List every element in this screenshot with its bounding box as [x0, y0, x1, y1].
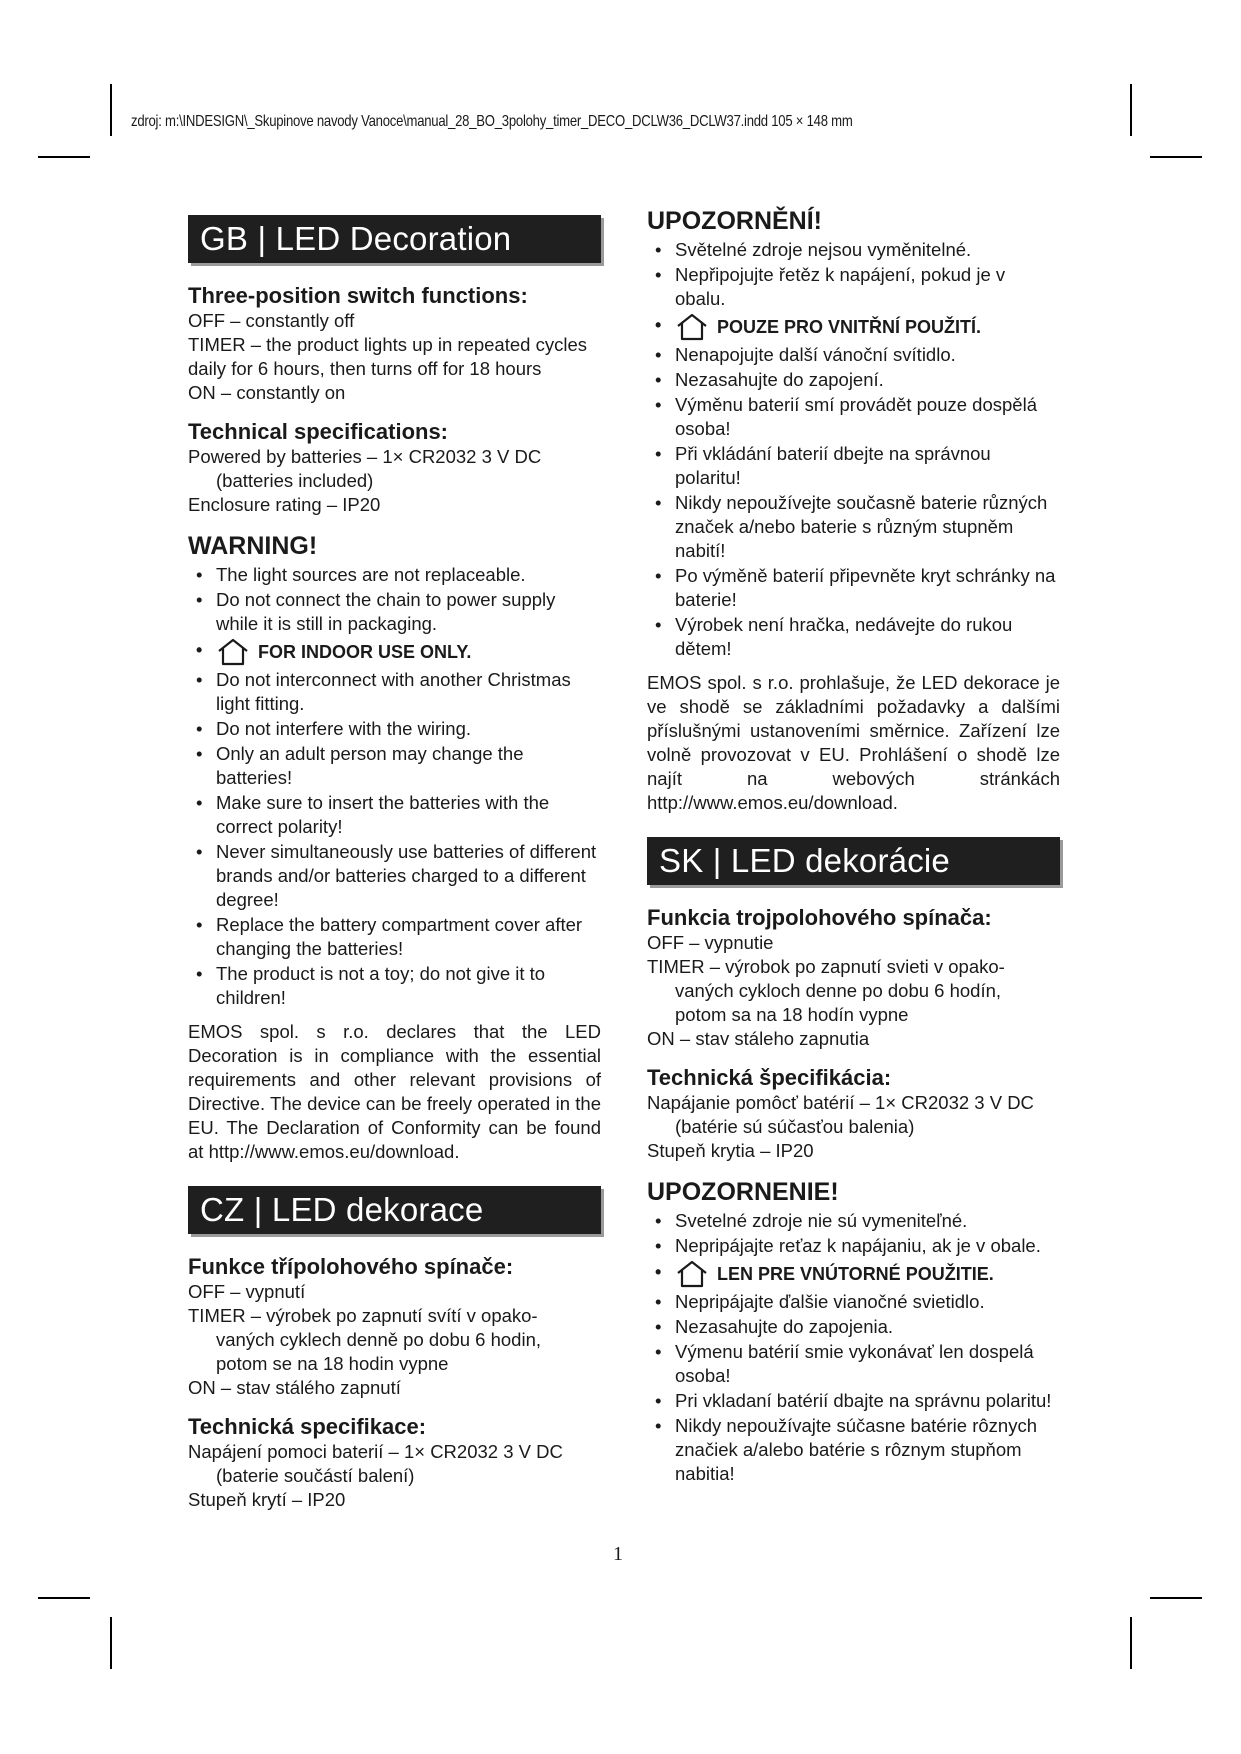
indoor-use-item — [647, 1260, 1060, 1288]
house-icon — [675, 313, 709, 341]
list-item: • Výměnu baterií smí provádět pouze dospělá osoba! — [647, 393, 1060, 441]
house-icon — [675, 1260, 709, 1288]
cz-switch-on: ON – stav stálého zapnutí — [188, 1377, 401, 1398]
gb-title-banner: GB | LED Decoration — [188, 215, 601, 263]
sk-switch-timer-cont: potom sa na 18 hodín vypne — [675, 1004, 909, 1025]
sk-warning-list — [647, 1209, 1060, 1486]
list-item: • Nezasahujte do zapojenia. — [647, 1315, 1060, 1339]
list-item: • Nepripájajte ďalšie vianočné svietidlo. — [647, 1290, 1060, 1314]
indoor-use-label: • LEN PRE VNÚTORNÉ POUŽITIE. — [717, 1264, 994, 1284]
list-item: • The product is not a toy; do not give it to children! — [188, 962, 601, 1010]
list-item: • Nepřipojujte řetěz k napájení, pokud je v obalu. — [647, 263, 1060, 311]
indoor-use-label: • POUZE PRO VNITŘNÍ POUŽITÍ. — [717, 317, 982, 337]
cz-declaration: EMOS spol. s r.o. prohlašuje, že LED dekorace je ve shodě se základními požadavky a dalšími příslušnými ustanoveními směrnice. Zařízení lze volně provozovat v EU. Prohlášení o shodě lze najít na webových stránkách http://www.emos.eu/download. — [647, 672, 1060, 813]
list-item: • Při vkládání baterií dbejte na správnou polaritu! — [647, 442, 1060, 490]
gb-switch-timer: TIMER – the product lights up in repeated cycles — [188, 334, 587, 355]
list-item: • The light sources are not replaceable. — [188, 563, 601, 587]
cz-switch-timer-cont: potom se na 18 hodin vypne — [216, 1353, 449, 1374]
sk-title-banner: SK | LED dekorácie — [647, 837, 1060, 885]
page-number: 1 — [613, 1543, 623, 1565]
cz-switch-timer: TIMER – výrobek po zapnutí svítí v opako- — [188, 1305, 538, 1326]
right-column — [647, 206, 1060, 1487]
cz-warning-heading: UPOZORNĚNÍ! — [647, 207, 822, 235]
sk-section — [647, 837, 1060, 1486]
sk-specs-power-note: (batérie sú súčasťou balenia) — [675, 1116, 915, 1137]
list-item: • Nepripájajte reťaz k napájaniu, ak je v obale. — [647, 1234, 1060, 1258]
gb-switch-timer-cont: daily for 6 hours, then turns off for 18 hours — [188, 358, 542, 379]
cz-switch-heading: Funkce třípolohového spínače: — [188, 1254, 514, 1279]
list-item: • Výrobek není hračka, nedávejte do rukou dětem! — [647, 613, 1060, 661]
crop-mark — [110, 1617, 112, 1669]
gb-switch-off: OFF – constantly off — [188, 310, 355, 331]
left-column — [188, 215, 601, 1512]
crop-mark — [110, 84, 112, 136]
crop-mark — [1150, 1597, 1202, 1599]
list-item: • Pri vkladaní batérií dbajte na správnu polaritu! — [647, 1389, 1060, 1413]
indoor-use-label: • FOR INDOOR USE ONLY. — [258, 642, 472, 662]
gb-specs-heading: Technical specifications: — [188, 419, 449, 444]
gb-switch-heading: Three-position switch functions: — [188, 283, 528, 308]
sk-warning-heading: UPOZORNENIE! — [647, 1178, 839, 1206]
sk-switch-on: ON – stav stáleho zapnutia — [647, 1028, 870, 1049]
list-item: • Světelné zdroje nejsou vyměnitelné. — [647, 238, 1060, 262]
sk-specs-power: Napájanie pomôcť batérií – 1× CR2032 3 V DC — [647, 1092, 1034, 1113]
list-item: • Svetelné zdroje nie sú vymeniteľné. — [647, 1209, 1060, 1233]
gb-specs-power-note: (batteries included) — [216, 470, 374, 491]
gb-specs-power: Powered by batteries – 1× CR2032 3 V DC — [188, 446, 542, 467]
list-item: • Only an adult person may change the batteries! — [188, 742, 601, 790]
cz-switch-timer-cont: vaných cyklech denně po dobu 6 hodin, — [216, 1329, 542, 1350]
list-item: • Po výměně baterií připevněte kryt schránky na baterie! — [647, 564, 1060, 612]
cz-specs-rating: Stupeň krytí – IP20 — [188, 1489, 346, 1510]
list-item: • Never simultaneously use batteries of different brands and/or batteries charged to a different degree! — [188, 840, 601, 912]
list-item: • Nikdy nepoužívejte současně baterie různých značek a/nebo baterie s různým stupněm nabití! — [647, 491, 1060, 563]
gb-switch-on: ON – constantly on — [188, 382, 346, 403]
gb-declaration: EMOS spol. s r.o. declares that the LED Decoration is in compliance with the essential requirements and other relevant provisions of Directive. The device can be freely operated in the EU. The Declaration of Conformity can be found at http://www.emos.eu/download. — [188, 1021, 601, 1162]
cz-switch-off: OFF – vypnutí — [188, 1281, 306, 1302]
crop-mark — [1130, 1617, 1132, 1669]
crop-mark — [1130, 84, 1132, 136]
list-item: • Do not interconnect with another Christmas light fitting. — [188, 668, 601, 716]
list-item: • Make sure to insert the batteries with the correct polarity! — [188, 791, 601, 839]
list-item: • Do not interfere with the wiring. — [188, 717, 601, 741]
list-item: • Výmenu batérií smie vykonávať len dospelá osoba! — [647, 1340, 1060, 1388]
sk-switch-off: OFF – vypnutie — [647, 932, 774, 953]
crop-mark — [1150, 156, 1202, 158]
cz-title-banner: CZ | LED dekorace — [188, 1186, 601, 1234]
gb-specs-rating: Enclosure rating – IP20 — [188, 494, 381, 515]
indoor-use-item — [188, 638, 601, 666]
cz-warning-section — [647, 206, 1060, 815]
cz-warning-list — [647, 238, 1060, 661]
crop-mark — [38, 156, 90, 158]
sk-switch-timer-cont: vaných cykloch denne po dobu 6 hodín, — [675, 980, 1002, 1001]
list-item: • Nezasahujte do zapojení. — [647, 368, 1060, 392]
cz-specs-power: Napájení pomoci baterií – 1× CR2032 3 V DC — [188, 1441, 563, 1462]
crop-mark — [38, 1597, 90, 1599]
sk-switch-heading: Funkcia trojpolohového spínača: — [647, 905, 992, 930]
list-item: • Nenapojujte další vánoční svítidlo. — [647, 343, 1060, 367]
list-item: • Replace the battery compartment cover after changing the batteries! — [188, 913, 601, 961]
sk-switch-timer: TIMER – výrobok po zapnutí svieti v opako- — [647, 956, 1005, 977]
house-icon — [216, 638, 250, 666]
cz-section — [188, 1186, 601, 1512]
indoor-use-item — [647, 313, 1060, 341]
list-item: • Do not connect the chain to power supply while it is still in packaging. — [188, 588, 601, 636]
cz-specs-heading: Technická specifikace: — [188, 1414, 427, 1439]
sk-specs-rating: Stupeň krytia – IP20 — [647, 1140, 814, 1161]
gb-section — [188, 215, 601, 1164]
list-item: • Nikdy nepoužívajte súčasne batérie rôznych značiek a/alebo batérie s rôznym stupňom nabitia! — [647, 1414, 1060, 1486]
source-file-path: zdroj: m:\INDESIGN\_Skupinove navody Vanoce\manual_28_BO_3polohy_timer_DECO_DCLW36_DCLW37.indd 105 × 148 mm — [131, 113, 853, 130]
cz-specs-power-note: (baterie součástí balení) — [216, 1465, 415, 1486]
sk-specs-heading: Technická špecifikácia: — [647, 1065, 892, 1090]
gb-warning-list — [188, 563, 601, 1010]
gb-warning-heading: WARNING! — [188, 532, 318, 560]
